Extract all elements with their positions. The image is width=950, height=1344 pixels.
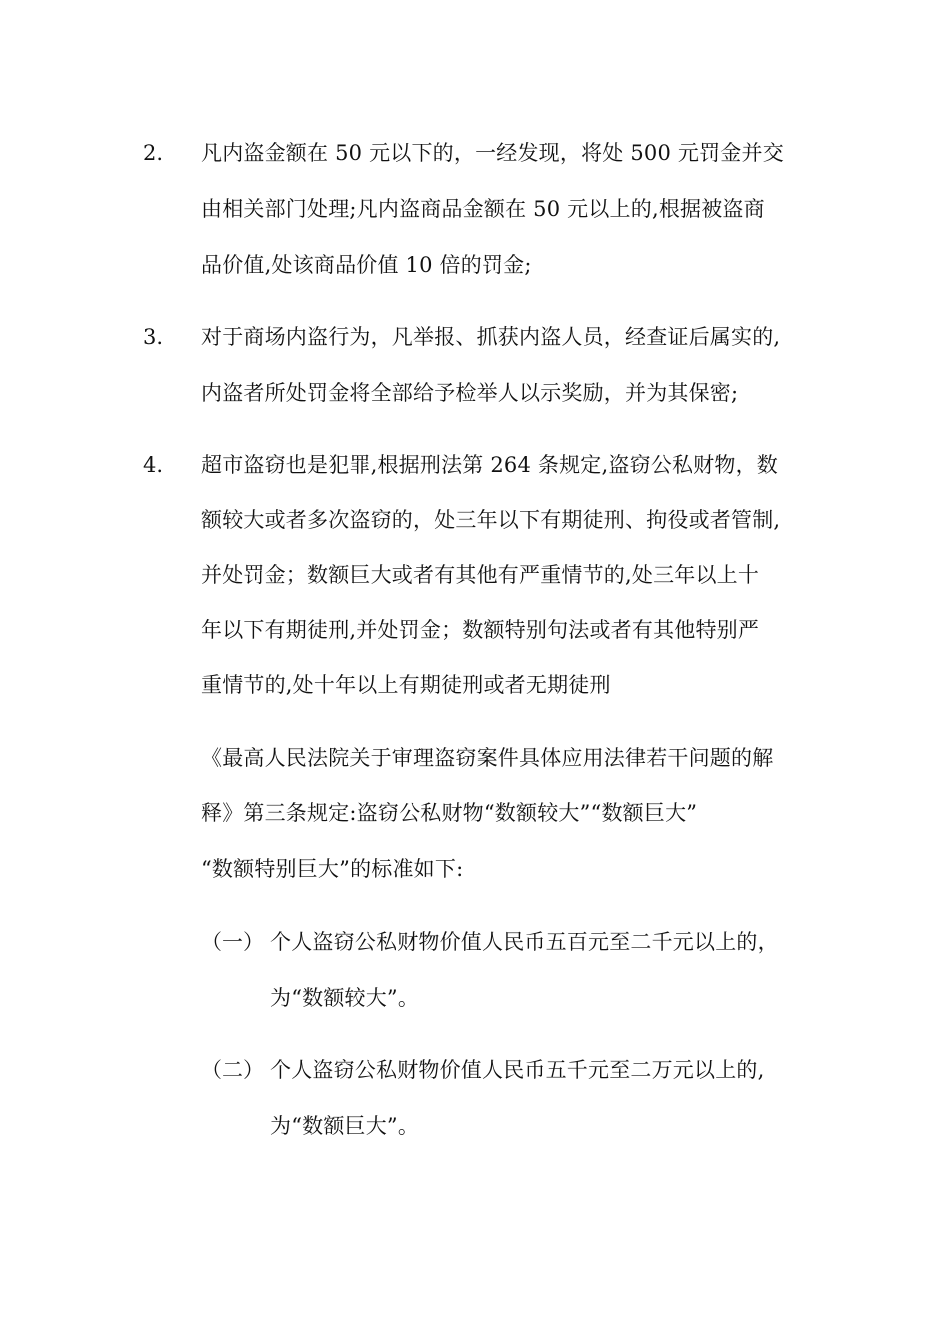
item-line: 超市盗窃也是犯罪,根据刑法第 264 条规定,盗窃公私财物，数 (201, 453, 778, 477)
item-line: 内盗者所处罚金将全部给予检举人以示奖励，并为其保密; (201, 381, 739, 405)
item-number: 3. (143, 325, 164, 349)
item-number: 4. (143, 453, 164, 477)
clause-marker: （一） (201, 930, 264, 954)
item-line: 对于商场内盗行为，凡举报、抓获内盗人员，经查证后属实的, (201, 325, 781, 349)
item-number: 2. (143, 141, 164, 165)
item-line: 额较大或者多次盗窃的，处三年以下有期徒刑、拘役或者管制, (201, 508, 781, 532)
clause-line: 个人盗窃公私财物价值人民币五千元至二万元以上的, (270, 1058, 765, 1082)
item-line: 凡内盗金额在 50 元以下的，一经发现，将处 500 元罚金并交 (201, 141, 784, 165)
paragraph-line: “数额特别巨大”的标准如下: (201, 857, 464, 881)
item-line: 品价值,处该商品价值 10 倍的罚金; (201, 253, 532, 277)
item-line: 重情节的,处十年以上有期徒刑或者无期徒刑 (201, 673, 611, 697)
clause-line: 为“数额较大”。 (270, 986, 420, 1010)
clause-line: 个人盗窃公私财物价值人民币五百元至二千元以上的， (270, 930, 779, 954)
clause-line: 为“数额巨大”。 (270, 1114, 420, 1138)
item-line: 年以下有期徒刑,并处罚金；数额特别句法或者有其他特别严 (201, 618, 760, 642)
item-line: 并处罚金；数额巨大或者有其他有严重情节的,处三年以上十 (201, 563, 760, 587)
paragraph-line: 《最高人民法院关于审理盗窃案件具体应用法律若干问题的解 (201, 746, 774, 770)
clause-marker: （二） (201, 1058, 264, 1082)
item-line: 由相关部门处理;凡内盗商品金额在 50 元以上的,根据被盗商 (201, 197, 765, 221)
paragraph-line: 释》第三条规定:盗窃公私财物“数额较大”“数额巨大” (201, 801, 698, 825)
